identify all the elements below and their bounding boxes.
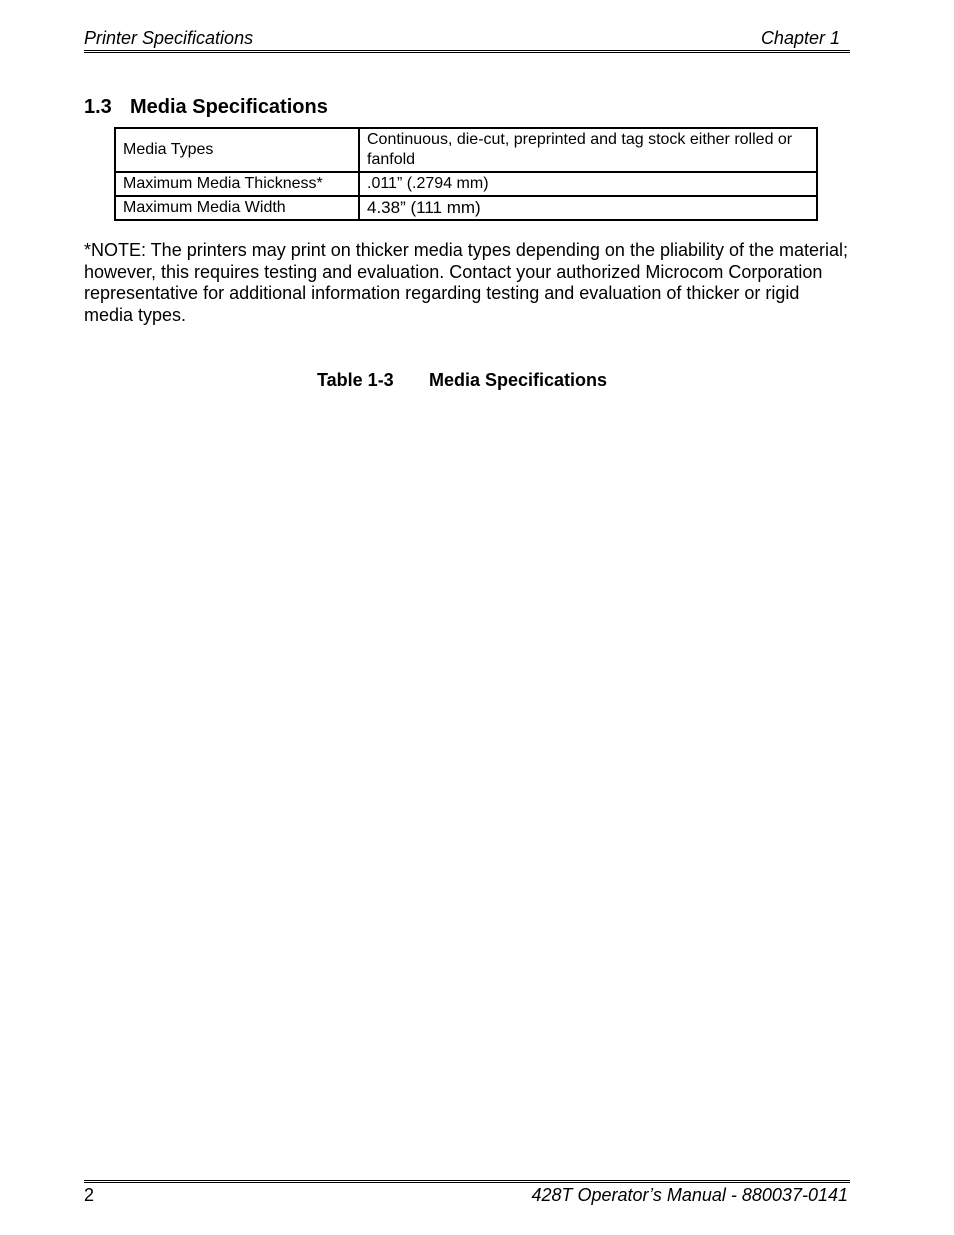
table-caption xyxy=(317,370,607,391)
media-specifications-table xyxy=(114,127,818,221)
table-row xyxy=(115,128,817,172)
table-cell-label: Maximum Media Width xyxy=(115,196,359,220)
section-heading xyxy=(84,96,328,119)
header-chapter: Chapter 1 xyxy=(760,28,840,48)
page-number: 2 xyxy=(84,1185,95,1205)
section-title: Media Specifications xyxy=(130,96,328,118)
table-row xyxy=(115,172,817,196)
table-row xyxy=(115,196,817,220)
footer-manual-title: 428T Operator’s Manual - 880037-0141 xyxy=(531,1185,848,1205)
caption-title: Media Specifications xyxy=(429,370,608,390)
page-footer xyxy=(84,1185,850,1209)
note-paragraph: *NOTE: The printers may print on thicker media types depending on the pliability of the material; however, this requires testing and evaluation. Contact your authorized Microcom Corporation representative for additional information regarding testing and evaluation of thicker or rigid media types. xyxy=(84,240,849,325)
table-cell-value: Continuous, die-cut, preprinted and tag stock either rolled or fanfold xyxy=(359,128,817,172)
table-cell-value: 4.38” (111 mm) xyxy=(359,196,817,220)
footer-divider xyxy=(84,1180,850,1183)
table-cell-label: Media Types xyxy=(115,128,359,172)
section-number: 1.3 xyxy=(84,96,112,118)
header-document-title: Printer Specifications xyxy=(84,28,254,48)
header-divider xyxy=(84,50,850,53)
caption-number: Table 1-3 xyxy=(317,370,394,390)
table-cell-label: Maximum Media Thickness* xyxy=(115,172,359,196)
table-cell-value: .011” (.2794 mm) xyxy=(359,172,817,196)
